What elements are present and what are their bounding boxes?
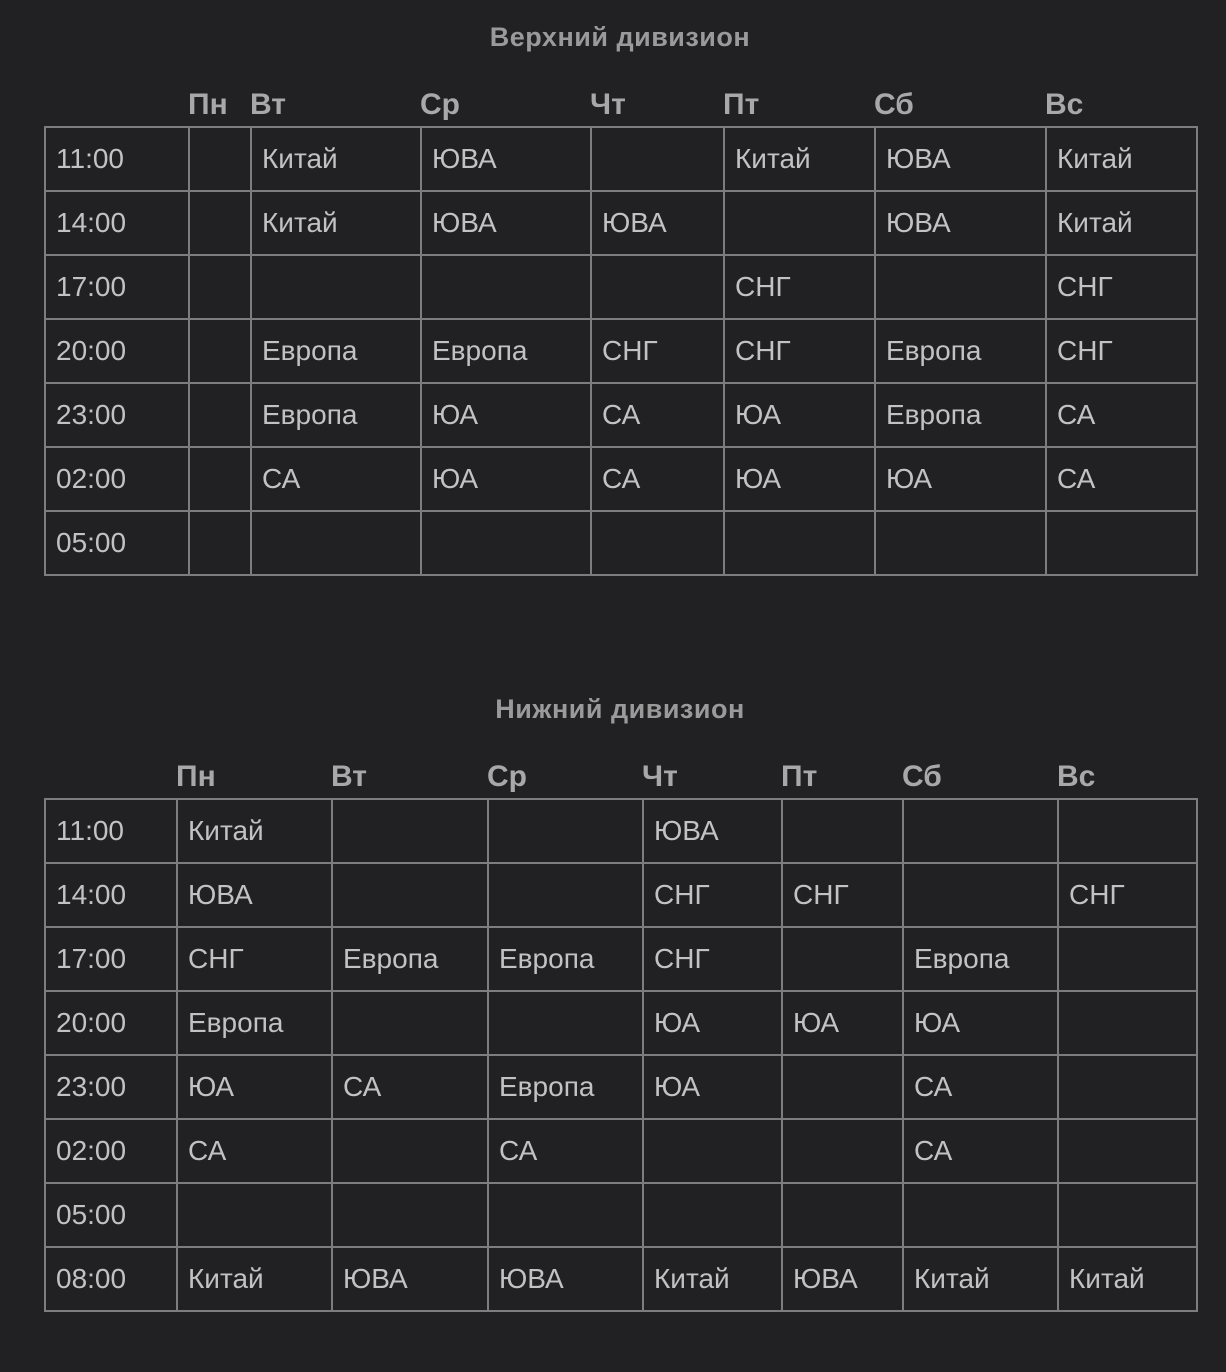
schedule-cell xyxy=(1046,511,1197,575)
time-cell: 11:00 xyxy=(45,127,189,191)
time-cell: 23:00 xyxy=(45,1055,177,1119)
day-header-4: Чт xyxy=(590,88,626,121)
day-header-3: Ср xyxy=(487,760,527,793)
schedule-cell: Китай xyxy=(177,1247,332,1311)
day-header-3: Ср xyxy=(420,88,460,121)
upper-division xyxy=(44,18,1196,576)
schedule-cell: ЮВА xyxy=(875,127,1046,191)
schedule-cell xyxy=(782,1055,903,1119)
schedule-cell: ЮВА xyxy=(643,799,782,863)
lower-schedule-body xyxy=(45,799,1197,1311)
time-cell: 05:00 xyxy=(45,1183,177,1247)
schedule-row xyxy=(45,1055,1197,1119)
schedule-cell xyxy=(332,991,488,1055)
schedule-cell xyxy=(782,927,903,991)
time-cell: 08:00 xyxy=(45,1247,177,1311)
time-cell: 02:00 xyxy=(45,1119,177,1183)
schedule-cell: Китай xyxy=(1046,127,1197,191)
upper-division-title: Верхний дивизион xyxy=(489,22,751,52)
schedule-cell: СНГ xyxy=(724,319,875,383)
schedule-cell xyxy=(189,191,251,255)
upper-day-header xyxy=(44,56,1196,126)
schedule-cell xyxy=(903,799,1058,863)
schedule-cell xyxy=(189,447,251,511)
schedule-cell xyxy=(332,799,488,863)
time-cell: 20:00 xyxy=(45,991,177,1055)
schedule-cell: СНГ xyxy=(1058,863,1197,927)
schedule-cell: СА xyxy=(903,1119,1058,1183)
schedule-cell xyxy=(332,863,488,927)
schedule-cell: Китай xyxy=(251,191,421,255)
schedule-cell: ЮА xyxy=(643,1055,782,1119)
schedule-row xyxy=(45,1119,1197,1183)
schedule-row xyxy=(45,511,1197,575)
schedule-cell xyxy=(1058,1183,1197,1247)
time-cell: 20:00 xyxy=(45,319,189,383)
schedule-cell xyxy=(1058,1055,1197,1119)
schedule-cell xyxy=(421,255,591,319)
schedule-cell: СНГ xyxy=(1046,255,1197,319)
schedule-cell xyxy=(1058,799,1197,863)
schedule-cell: СНГ xyxy=(591,319,724,383)
schedule-cell: Китай xyxy=(903,1247,1058,1311)
time-cell: 17:00 xyxy=(45,927,177,991)
day-header-5: Пт xyxy=(781,760,818,793)
schedule-row xyxy=(45,927,1197,991)
schedule-cell: Европа xyxy=(251,383,421,447)
schedule-cell: Китай xyxy=(724,127,875,191)
schedule-cell: Китай xyxy=(1046,191,1197,255)
schedule-cell xyxy=(1058,991,1197,1055)
schedule-cell: ЮВА xyxy=(421,191,591,255)
schedule-cell xyxy=(782,1119,903,1183)
schedule-cell: Китай xyxy=(177,799,332,863)
schedule-cell: СА xyxy=(488,1119,643,1183)
lower-division-title: Нижний дивизион xyxy=(495,694,745,724)
schedule-cell: Европа xyxy=(251,319,421,383)
schedule-cell: ЮВА xyxy=(488,1247,643,1311)
schedule-cell: Китай xyxy=(1058,1247,1197,1311)
schedule-cell xyxy=(189,255,251,319)
schedule-cell xyxy=(488,991,643,1055)
schedule-row xyxy=(45,799,1197,863)
schedule-cell xyxy=(724,191,875,255)
schedule-cell xyxy=(591,255,724,319)
schedule-cell: ЮВА xyxy=(875,191,1046,255)
schedule-cell: ЮА xyxy=(903,991,1058,1055)
day-header-7: Вс xyxy=(1057,760,1096,793)
schedule-cell: ЮА xyxy=(875,447,1046,511)
schedule-cell: ЮА xyxy=(643,991,782,1055)
schedule-cell: ЮА xyxy=(724,447,875,511)
day-header-2: Вт xyxy=(331,760,367,793)
lower-day-header xyxy=(44,728,1196,798)
schedule-cell: ЮВА xyxy=(421,127,591,191)
schedule-cell: СНГ xyxy=(643,927,782,991)
schedule-cell xyxy=(332,1183,488,1247)
schedule-cell xyxy=(903,863,1058,927)
time-cell: 05:00 xyxy=(45,511,189,575)
schedule-cell: Европа xyxy=(488,1055,643,1119)
schedule-cell xyxy=(643,1119,782,1183)
schedule-cell: Европа xyxy=(177,991,332,1055)
day-header-6: Сб xyxy=(874,88,914,121)
schedule-cell: СНГ xyxy=(724,255,875,319)
schedule-row xyxy=(45,1247,1197,1311)
schedule-cell: ЮВА xyxy=(782,1247,903,1311)
schedule-row xyxy=(45,255,1197,319)
schedule-cell: Европа xyxy=(875,383,1046,447)
schedule-cell xyxy=(1058,1119,1197,1183)
schedule-cell: СА xyxy=(591,447,724,511)
upper-schedule-body xyxy=(45,127,1197,575)
upper-schedule-table xyxy=(44,126,1198,576)
schedule-row xyxy=(45,383,1197,447)
schedule-cell: Европа xyxy=(875,319,1046,383)
schedule-cell: СА xyxy=(251,447,421,511)
day-header-6: Сб xyxy=(902,760,942,793)
day-header-4: Чт xyxy=(642,760,678,793)
schedule-cell xyxy=(332,1119,488,1183)
schedule-cell xyxy=(421,511,591,575)
schedule-cell: СА xyxy=(1046,383,1197,447)
schedule-cell xyxy=(875,511,1046,575)
schedule-cell xyxy=(591,127,724,191)
schedule-cell xyxy=(591,511,724,575)
schedule-cell xyxy=(189,511,251,575)
schedule-cell xyxy=(189,127,251,191)
schedule-cell: СНГ xyxy=(643,863,782,927)
schedule-cell: ЮА xyxy=(177,1055,332,1119)
schedule-row xyxy=(45,319,1197,383)
schedule-cell xyxy=(1058,927,1197,991)
schedule-cell: СА xyxy=(177,1119,332,1183)
lower-schedule-table xyxy=(44,798,1198,1312)
schedule-cell xyxy=(488,1183,643,1247)
schedule-cell xyxy=(782,799,903,863)
schedule-cell: ЮВА xyxy=(177,863,332,927)
time-cell: 14:00 xyxy=(45,863,177,927)
day-header-1: Пн xyxy=(188,88,228,121)
schedule-cell xyxy=(189,319,251,383)
schedule-cell xyxy=(488,799,643,863)
schedule-cell: Европа xyxy=(488,927,643,991)
schedule-cell: Китай xyxy=(643,1247,782,1311)
schedule-cell: СНГ xyxy=(1046,319,1197,383)
schedule-cell: ЮА xyxy=(421,383,591,447)
schedule-cell xyxy=(488,863,643,927)
schedule-cell: ЮА xyxy=(724,383,875,447)
schedule-cell: СА xyxy=(332,1055,488,1119)
schedule-cell xyxy=(782,1183,903,1247)
schedule-cell: ЮА xyxy=(782,991,903,1055)
schedule-cell xyxy=(251,511,421,575)
schedule-row xyxy=(45,447,1197,511)
schedule-cell xyxy=(643,1183,782,1247)
schedule-cell: Европа xyxy=(421,319,591,383)
schedule-cell: ЮА xyxy=(421,447,591,511)
lower-division xyxy=(44,690,1196,1312)
day-header-1: Пн xyxy=(176,760,216,793)
schedule-cell: ЮВА xyxy=(332,1247,488,1311)
day-header-5: Пт xyxy=(723,88,760,121)
schedule-cell: Китай xyxy=(251,127,421,191)
schedule-cell: СНГ xyxy=(782,863,903,927)
schedule-row xyxy=(45,127,1197,191)
schedule-cell: СА xyxy=(903,1055,1058,1119)
time-cell: 02:00 xyxy=(45,447,189,511)
time-cell: 11:00 xyxy=(45,799,177,863)
schedule-cell xyxy=(251,255,421,319)
schedule-row xyxy=(45,991,1197,1055)
schedule-cell xyxy=(724,511,875,575)
schedule-cell: Европа xyxy=(903,927,1058,991)
time-cell: 23:00 xyxy=(45,383,189,447)
time-cell: 14:00 xyxy=(45,191,189,255)
schedule-cell xyxy=(189,383,251,447)
day-header-7: Вс xyxy=(1045,88,1084,121)
schedule-cell xyxy=(177,1183,332,1247)
schedule-cell: СНГ xyxy=(177,927,332,991)
schedule-row xyxy=(45,191,1197,255)
day-header-2: Вт xyxy=(250,88,286,121)
schedule-cell xyxy=(875,255,1046,319)
schedule-cell: СА xyxy=(1046,447,1197,511)
schedule-cell: Европа xyxy=(332,927,488,991)
schedule-row xyxy=(45,1183,1197,1247)
schedule-row xyxy=(45,863,1197,927)
schedule-cell xyxy=(903,1183,1058,1247)
schedule-cell: СА xyxy=(591,383,724,447)
schedule-cell: ЮВА xyxy=(591,191,724,255)
time-cell: 17:00 xyxy=(45,255,189,319)
